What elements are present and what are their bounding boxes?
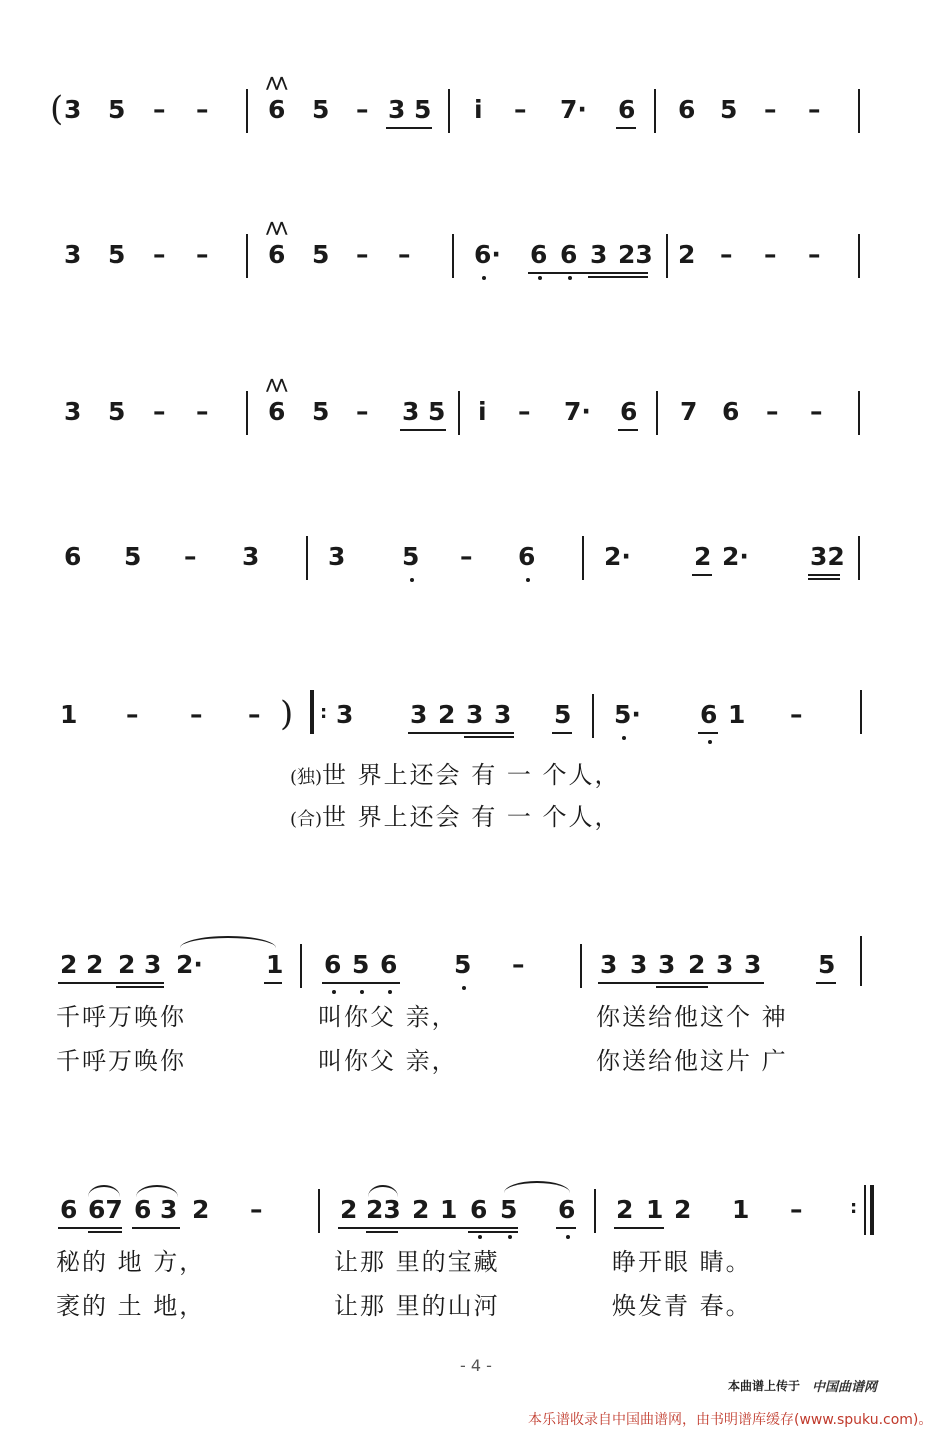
note: 23 [618,240,653,269]
underline [552,732,572,734]
repeat-end-bar-thick [870,1185,874,1235]
note: – [356,397,369,426]
note: 3 [64,240,82,269]
note: 5 [720,95,738,124]
site-logo: 中国曲谱网 [812,1380,878,1395]
lyric-text: 世 界上还会 有 一 个人， [322,761,621,789]
note: 23 [366,1195,401,1224]
bar-line [858,536,860,580]
note: 2 [86,950,104,979]
repeat-end-bar [864,1185,866,1235]
bar-line [860,936,862,986]
note: 5· [614,700,641,729]
mordent-mark: ⋀⋀ [266,75,286,91]
lyric-line-1: 你送给他这个 神 [596,1003,788,1031]
note: 6· [474,240,501,269]
lyric-line-2: 你送给他这片 广 [596,1047,788,1075]
underline [588,276,648,278]
bar-line [656,391,658,435]
note: 2 [412,1195,430,1224]
underline [556,1227,576,1229]
note: 6 [64,542,82,571]
note: 5 [108,397,126,426]
note: – [250,1195,263,1224]
note: 1 [266,950,284,979]
page-number: - 4 - [460,1356,492,1375]
note: 6 [268,240,286,269]
underline [400,429,446,431]
note: 5 [500,1195,518,1224]
note: 7· [564,397,591,426]
note: 5 [108,95,126,124]
voice-label-chorus: (合) [290,809,323,830]
source-note: 本乐谱收录自中国曲谱网，由书明谱库缓存(www.spuku.com)。 [528,1412,933,1428]
upload-note: 本曲谱上传于 [728,1379,801,1393]
bar-line [452,234,454,278]
underline [408,732,514,734]
note: 5 [352,950,370,979]
lyric-line-solo [290,760,621,793]
note: 3 [242,542,260,571]
note: – [460,542,473,571]
low-octave-dot [462,986,466,990]
note: 32 [810,542,845,571]
score-row-verse-1 [0,694,940,831]
note: 2 [192,1195,210,1224]
lyric-line-1: 千呼万唤你 [56,1003,186,1031]
lyric-line-2: 焕发青 春。 [612,1292,752,1320]
lyric-line-1: 睁开眼 睛。 [612,1248,752,1276]
note: 5 [108,240,126,269]
note: 6 [620,397,638,426]
lyric-line-1: 叫你父 亲， [318,1003,458,1031]
score-row-verse-2 [0,950,940,1075]
note: 6 [380,950,398,979]
note: – [190,700,203,729]
note: – [514,95,527,124]
underline [386,127,432,129]
note: 6 [470,1195,488,1224]
note: – [153,397,166,426]
note: 6 [60,1195,78,1224]
note: 67 [88,1195,123,1224]
underline [808,574,840,576]
underline [58,1227,122,1229]
note: 3 [328,542,346,571]
note: 1 [60,700,78,729]
bar-line [318,1189,320,1233]
note: – [518,397,531,426]
note: 5 [414,95,432,124]
note: – [153,95,166,124]
note: – [248,700,261,729]
note: 6 [518,542,536,571]
underline [614,1227,664,1229]
mordent-mark: ⋀⋀ [266,377,286,393]
underline [598,982,764,984]
note: 5 [312,95,330,124]
low-octave-dot [360,990,364,994]
note: 5 [454,950,472,979]
lyric-line-2: 让那 里的山河 [334,1292,500,1320]
note: 2· [176,950,203,979]
underline [808,578,840,580]
low-octave-dot [332,990,336,994]
note: – [398,240,411,269]
bar-line [592,694,594,738]
underline [88,1231,122,1233]
tie-arc [368,1185,398,1197]
note: 3 [144,950,162,979]
underline [58,982,164,984]
note: 6 [618,95,636,124]
note: 3 [410,700,428,729]
bar-line [448,89,450,133]
bar-line [858,234,860,278]
lyric-line-2: 叫你父 亲， [318,1047,458,1075]
underline [264,982,282,984]
note: 3 [744,950,762,979]
note: 6 [324,950,342,979]
note: 3 [658,950,676,979]
note: – [512,950,525,979]
note: 2 [118,950,136,979]
voice-label-solo: (独) [290,767,323,788]
bar-line [246,234,248,278]
note: 2 [438,700,456,729]
note: – [356,95,369,124]
note: – [764,95,777,124]
tie-arc [504,1181,570,1193]
bar-line [246,391,248,435]
lyric-line-1: 让那 里的宝藏 [334,1248,500,1276]
note: 5 [312,397,330,426]
note: 1 [728,700,746,729]
low-octave-dot [566,1235,570,1239]
low-octave-dot [538,276,542,280]
note: 7 [680,397,698,426]
note: 7· [560,95,587,124]
low-octave-dot [482,276,486,280]
underline [616,127,636,129]
note: 5 [818,950,836,979]
note: 2 [694,542,712,571]
underline [132,1227,180,1229]
note: 5 [428,397,446,426]
closing-bracket: ) [280,694,294,734]
underline [464,736,514,738]
note: 2 [616,1195,634,1224]
underline [338,1227,518,1229]
tie-arc [88,1185,120,1197]
low-octave-dot [410,578,414,582]
note: 6 [134,1195,152,1224]
underline [816,982,836,984]
note: 1 [646,1195,664,1224]
low-octave-dot [508,1235,512,1239]
note: 6 [268,95,286,124]
bar-line [580,944,582,988]
bar-line [246,89,248,133]
bar-line [860,690,862,734]
note: 5 [402,542,420,571]
note: – [196,397,209,426]
note: 5 [554,700,572,729]
bar-line [858,391,860,435]
underline [528,272,648,274]
note: 3 [466,700,484,729]
score-row-intro-1 [0,75,940,155]
underline [698,732,718,734]
note: i [478,397,487,426]
tie-arc [136,1185,178,1197]
note: 3 [64,397,82,426]
note: – [356,240,369,269]
note: 3 [336,700,354,729]
low-octave-dot [478,1235,482,1239]
note: 3 [600,950,618,979]
bar-line [594,1189,596,1233]
underline [322,982,400,984]
low-octave-dot [388,990,392,994]
underline [468,1231,518,1233]
note: 2 [60,950,78,979]
score-row-verse-3 [0,1195,940,1320]
score-row-intro-4 [0,542,940,602]
note: 3 [590,240,608,269]
note: – [184,542,197,571]
note: 3 [716,950,734,979]
repeat-dots: : [850,1197,858,1218]
underline [656,986,708,988]
note: – [766,397,779,426]
tie-arc [180,936,276,948]
note: – [808,95,821,124]
note: – [126,700,139,729]
note: 3 [630,950,648,979]
bar-line [666,234,668,278]
note: – [790,700,803,729]
note: – [764,240,777,269]
note: – [196,240,209,269]
bar-line [654,89,656,133]
bar-line [458,391,460,435]
bar-line [582,536,584,580]
note: – [810,397,823,426]
note: 3 [64,95,82,124]
note: – [808,240,821,269]
score-row-intro-3 [0,377,940,457]
lyric-line-1: 秘的 地 方， [56,1248,206,1276]
bar-line [306,536,308,580]
repeat-start-bar [310,690,314,734]
note: 6 [558,1195,576,1224]
note: 3 [402,397,420,426]
note: 5 [124,542,142,571]
note: – [720,240,733,269]
note: i [474,95,483,124]
note: 3 [494,700,512,729]
lyric-text: 世 界上还会 有 一 个人， [322,803,621,831]
lyric-line-2: 袤的 土 地， [56,1292,206,1320]
note: 2 [678,240,696,269]
repeat-dots: : [320,702,328,723]
note: 6 [530,240,548,269]
note: 1 [440,1195,458,1224]
mordent-mark: ⋀⋀ [266,220,286,236]
underline [692,574,712,576]
underline [618,429,638,431]
note: 6 [560,240,578,269]
underline [116,986,164,988]
bar-line [858,89,860,133]
bar-line [300,944,302,988]
note: 6 [722,397,740,426]
note: 3 [160,1195,178,1224]
lyric-line-2: 千呼万唤你 [56,1047,186,1075]
note: 2 [688,950,706,979]
note: 6 [700,700,718,729]
low-octave-dot [708,740,712,744]
note: – [153,240,166,269]
low-octave-dot [526,578,530,582]
note: 2· [722,542,749,571]
note: 2 [674,1195,692,1224]
note: 6 [678,95,696,124]
underline [366,1231,398,1233]
note: 2 [340,1195,358,1224]
score-row-intro-2 [0,220,940,300]
low-octave-dot [568,276,572,280]
note: – [790,1195,803,1224]
note: 6 [268,397,286,426]
note: 5 [312,240,330,269]
note: – [196,95,209,124]
low-octave-dot [622,736,626,740]
lyric-line-chorus [290,802,621,835]
note: 2· [604,542,631,571]
note: 1 [732,1195,750,1224]
note: 3 [388,95,406,124]
opening-bracket: ( [50,89,64,129]
